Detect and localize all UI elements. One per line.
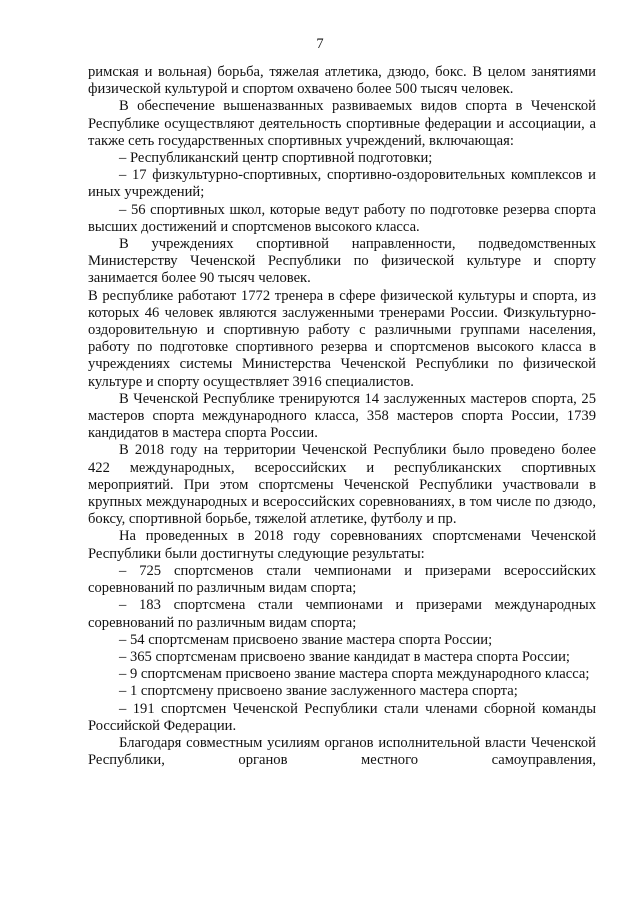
paragraph: В 2018 году на территории Чеченской Республики было проведено более 422 международных, всероссийских и республиканских спортивных мероприятий. При этом спортсмены Чеченской Республики участвовали в крупных международных и всероссийских соревнованиях, в том числе по дзюдо, боксу, спортивной борьбе, тяжелой атлетике, футболу и пр. bbox=[88, 442, 596, 528]
paragraph: – 54 спортсменам присвоено звание мастера спорта России; bbox=[119, 631, 493, 648]
paragraph: – 365 спортсменам присвоено звание кандидат в мастера спорта России; bbox=[119, 648, 570, 665]
paragraph: В Чеченской Республике тренируются 14 заслуженных мастеров спорта, 25 мастеров спорта международного класса, 358 мастеров спорта России, 1739 кандидатов в мастера спорта России. bbox=[88, 390, 596, 442]
document-body bbox=[88, 64, 596, 769]
paragraph: римская и вольная) борьба, тяжелая атлетика, дзюдо, бокс. В целом занятиями физической культурой и спортом охвачено более 500 тысяч человек. bbox=[88, 64, 596, 98]
paragraph: В обеспечение вышеназванных развиваемых видов спорта в Чеченской Республике осуществляют деятельность спортивные федерации и ассоциации, а также сеть государственных спортивных учреждений, включающая: bbox=[88, 98, 596, 149]
paragraph: – 183 спортсмена стали чемпионами и призерами международных соревнований по различным видам спорта; bbox=[88, 597, 596, 631]
paragraph: – 191 спортсмен Чеченской Республики стали членами сборной команды Российской Федерации. bbox=[88, 700, 596, 734]
paragraph: – 1 спортсмену присвоено звание заслуженного мастера спорта; bbox=[119, 683, 518, 700]
paragraph: – 725 спортсменов стали чемпионами и призерами всероссийских соревнований по различным видам спорта; bbox=[88, 562, 596, 597]
paragraph: В учреждениях спортивной направленности, подведомственных Министерству Чеченской Республики по физической культуре и спорту занимается более 90 тысяч человек. bbox=[88, 236, 596, 287]
paragraph: – Республиканский центр спортивной подготовки; bbox=[119, 150, 433, 167]
paragraph: В республике работают 1772 тренера в сфере физической культуры и спорта, из которых 46 человек являются заслуженными тренерами России. Физкультурно-оздоровительную и спортивную работу с различными группами населения, работу по подготовке спортивного резерва и спортсменов высокого класса в учреждениях системы Министерства Чеченской Республики по физической культуре и спорту осуществляет 3916 специалистов. bbox=[88, 287, 596, 390]
paragraph: – 9 спортсменам присвоено звание мастера спорта международного класса; bbox=[119, 666, 590, 683]
paragraph: Благодаря совместным усилиям органов исполнительной власти Чеченской Республики, органов местного самоуправления, bbox=[88, 734, 596, 769]
paragraph: На проведенных в 2018 году соревнованиях спортсменами Чеченской Республики были достигнуты следующие результаты: bbox=[88, 528, 596, 562]
paragraph: – 17 физкультурно-спортивных, спортивно-оздоровительных комплексов и иных учреждений; bbox=[88, 167, 596, 201]
page-number: 7 bbox=[316, 36, 324, 52]
paragraph: – 56 спортивных школ, которые ведут работу по подготовке резерва спорта высших достижений и спортсменов высокого класса. bbox=[88, 201, 596, 235]
